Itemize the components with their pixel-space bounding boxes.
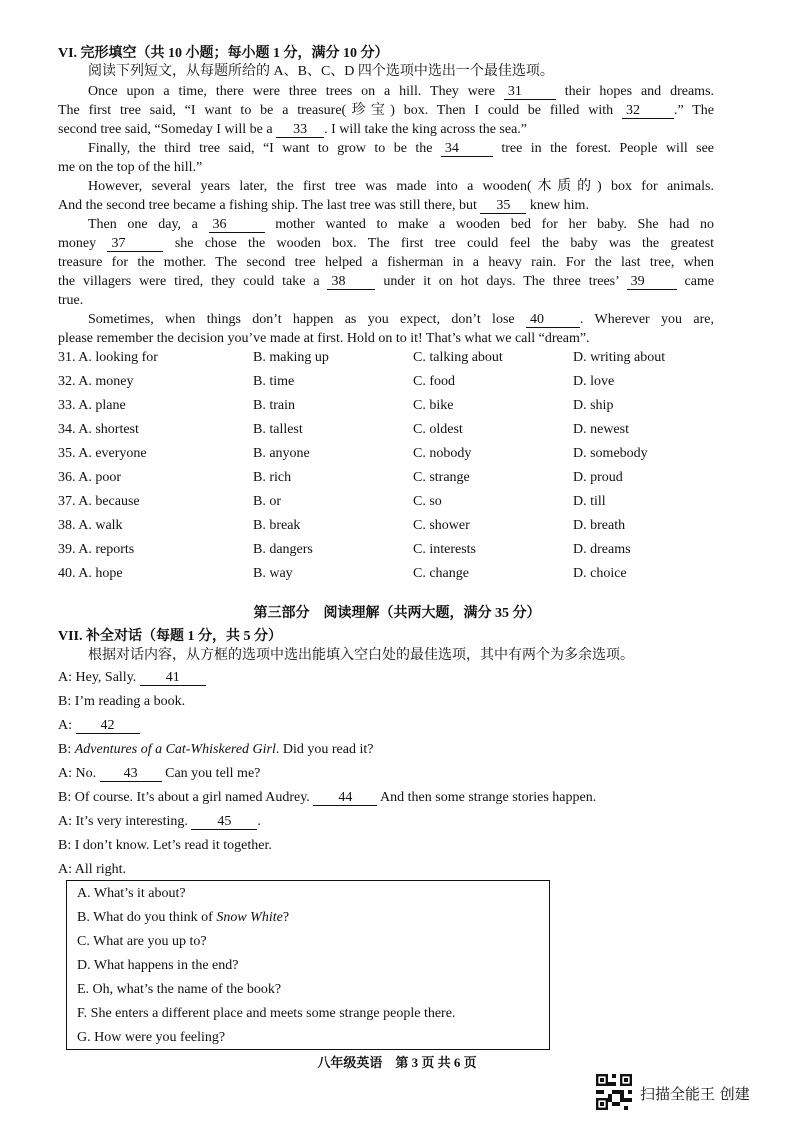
box-option: B. What do you think of Snow White? <box>77 910 290 925</box>
passage-line: Then one day, a 36 mother wanted to make a wooden bed for her baby. She had no <box>88 217 715 232</box>
section-6-title: VI. 完形填空（共 10 小题；每小题 1 分，满分 10 分） <box>58 46 389 61</box>
qr-code-icon <box>596 1074 632 1110</box>
option-b: B. train <box>253 398 295 413</box>
answer-blank: 33 <box>276 122 324 138</box>
passage-line: money 37 she chose the wooden box. The first tree could feel the baby was the greatest <box>58 236 715 251</box>
answer-blank: 42 <box>76 718 140 734</box>
passage-line: Once upon a time, there were three trees on a hill. They were 31 their hopes and dreams. <box>88 84 715 99</box>
answer-blank: 35 <box>480 198 526 214</box>
dialogue-line: A: Hey, Sally. 41 <box>58 670 206 686</box>
options-box <box>66 880 550 1050</box>
answer-blank: 37 <box>107 236 163 252</box>
option-c: C. nobody <box>413 446 472 461</box>
option-c: C. interests <box>413 542 476 557</box>
dialogue-line: B: Of course. It’s about a girl named Audrey. 44 And then some strange stories happen. <box>58 790 597 805</box>
book-title: Snow White <box>216 910 283 925</box>
option-b: B. or <box>253 494 281 509</box>
option-a: 40. A. hope <box>58 566 123 581</box>
answer-blank: 36 <box>209 217 265 233</box>
passage-line: Finally, the third tree said, “I want to grow to be the 34 tree in the forest. People will see <box>88 141 715 156</box>
dialogue-line: B: Adventures of a Cat-Whiskered Girl. Did you read it? <box>58 742 374 757</box>
option-row <box>58 422 718 442</box>
passage-line: Sometimes, when things don’t happen as you expect, don’t lose 40 . Wherever you are, <box>88 312 714 327</box>
passage-line: second tree said, “Someday I will be a 33 . I will take the king across the sea.” <box>58 122 528 137</box>
option-d: D. writing about <box>573 350 666 365</box>
option-b: B. break <box>253 518 301 533</box>
option-a: 36. A. poor <box>58 470 121 485</box>
answer-blank: 43 <box>100 766 162 782</box>
option-d: D. newest <box>573 422 629 437</box>
option-d: D. proud <box>573 470 623 485</box>
option-a: 38. A. walk <box>58 518 123 533</box>
option-d: D. till <box>573 494 606 509</box>
option-row <box>58 494 718 514</box>
option-b: B. anyone <box>253 446 310 461</box>
option-c: C. bike <box>413 398 454 413</box>
option-row <box>58 566 718 586</box>
option-row <box>58 350 718 370</box>
option-a: 31. A. looking for <box>58 350 158 365</box>
option-a: 33. A. plane <box>58 398 126 413</box>
box-option: D. What happens in the end? <box>77 958 239 973</box>
option-b: B. way <box>253 566 293 581</box>
option-d: D. choice <box>573 566 627 581</box>
section-7-instruction: 根据对话内容，从方框的选项中选出能填入空白处的最佳选项，其中有两个为多余选项。 <box>88 648 634 663</box>
passage-line: However, several years later, the first tree was made into a wooden(木质的) box for animals. <box>88 179 714 194</box>
section-6-instruction: 阅读下列短文，从每题所给的 A、B、C、D 四个选项中选出一个最佳选项。 <box>88 64 554 79</box>
option-row <box>58 542 718 562</box>
option-row <box>58 470 718 490</box>
option-a: 32. A. money <box>58 374 134 389</box>
passage-line: The first tree said, “I want to be a treasure(珍宝) box. Then I could be filled with 32 .” The <box>58 103 715 118</box>
option-row <box>58 446 718 466</box>
option-c: C. change <box>413 566 469 581</box>
passage-line: the villagers were tired, they could take a 38 under it on hot days. The three trees’ 39 came <box>58 274 715 289</box>
answer-blank: 32 <box>622 103 674 119</box>
part-3-title: 第三部分 阅读理解（共两大题，满分 35 分） <box>253 606 541 621</box>
option-row <box>58 374 718 394</box>
option-c: C. food <box>413 374 455 389</box>
box-option: E. Oh, what’s the name of the book? <box>77 982 282 997</box>
passage-line: please remember the decision you’ve made at first. Hold on to it! That’s what we call “dream”. <box>58 331 590 346</box>
option-c: C. shower <box>413 518 470 533</box>
answer-blank: 31 <box>504 84 556 100</box>
option-b: B. rich <box>253 470 292 485</box>
box-option: G. How were you feeling? <box>77 1030 226 1045</box>
option-row <box>58 398 718 418</box>
passage-line: treasure for the mother. The second tree helped a fisherman in a heavy rain. For the last tree, when <box>58 255 714 270</box>
option-b: B. dangers <box>253 542 313 557</box>
option-row <box>58 518 718 538</box>
option-a: 34. A. shortest <box>58 422 139 437</box>
dialogue-line: B: I’m reading a book. <box>58 694 186 709</box>
dialogue-line: A: All right. <box>58 862 127 877</box>
passage-line: true. <box>58 293 84 308</box>
option-d: D. love <box>573 374 615 389</box>
answer-blank: 40 <box>526 312 580 328</box>
page-footer: 八年级英语 第 3 页 共 6 页 <box>317 1055 477 1070</box>
option-c: C. so <box>413 494 442 509</box>
passage-line: And the second tree became a fishing ship. The last tree was still there, but 35 knew him. <box>58 198 589 213</box>
option-d: D. somebody <box>573 446 648 461</box>
scanner-watermark: 扫描全能王 创建 <box>640 1085 750 1103</box>
passage-line: me on the top of the hill.” <box>58 160 203 175</box>
dialogue-line: A: 42 <box>58 718 140 734</box>
option-a: 39. A. reports <box>58 542 135 557</box>
option-c: C. oldest <box>413 422 463 437</box>
section-7-title: VII. 补全对话（每题 1 分，共 5 分） <box>58 629 283 644</box>
answer-blank: 34 <box>441 141 493 157</box>
option-c: C. talking about <box>413 350 503 365</box>
dialogue-line: A: It’s very interesting. 45 . <box>58 814 261 829</box>
answer-blank: 45 <box>191 814 257 830</box>
option-d: D. ship <box>573 398 614 413</box>
option-b: B. time <box>253 374 295 389</box>
option-a: 35. A. everyone <box>58 446 147 461</box>
option-d: D. breath <box>573 518 626 533</box>
box-option: F. She enters a different place and meets some strange people there. <box>77 1006 456 1021</box>
box-option: A. What’s it about? <box>77 886 186 901</box>
option-b: B. tallest <box>253 422 303 437</box>
option-b: B. making up <box>253 350 329 365</box>
box-option: C. What are you up to? <box>77 934 207 949</box>
answer-blank: 39 <box>627 274 677 290</box>
option-d: D. dreams <box>573 542 631 557</box>
answer-blank: 41 <box>140 670 206 686</box>
answer-blank: 44 <box>313 790 377 806</box>
answer-blank: 38 <box>327 274 375 290</box>
book-title: Adventures of a Cat-Whiskered Girl <box>74 742 276 757</box>
option-a: 37. A. because <box>58 494 140 509</box>
dialogue-line: B: I don’t know. Let’s read it together. <box>58 838 272 853</box>
dialogue-line: A: No. 43 Can you tell me? <box>58 766 261 781</box>
option-c: C. strange <box>413 470 470 485</box>
